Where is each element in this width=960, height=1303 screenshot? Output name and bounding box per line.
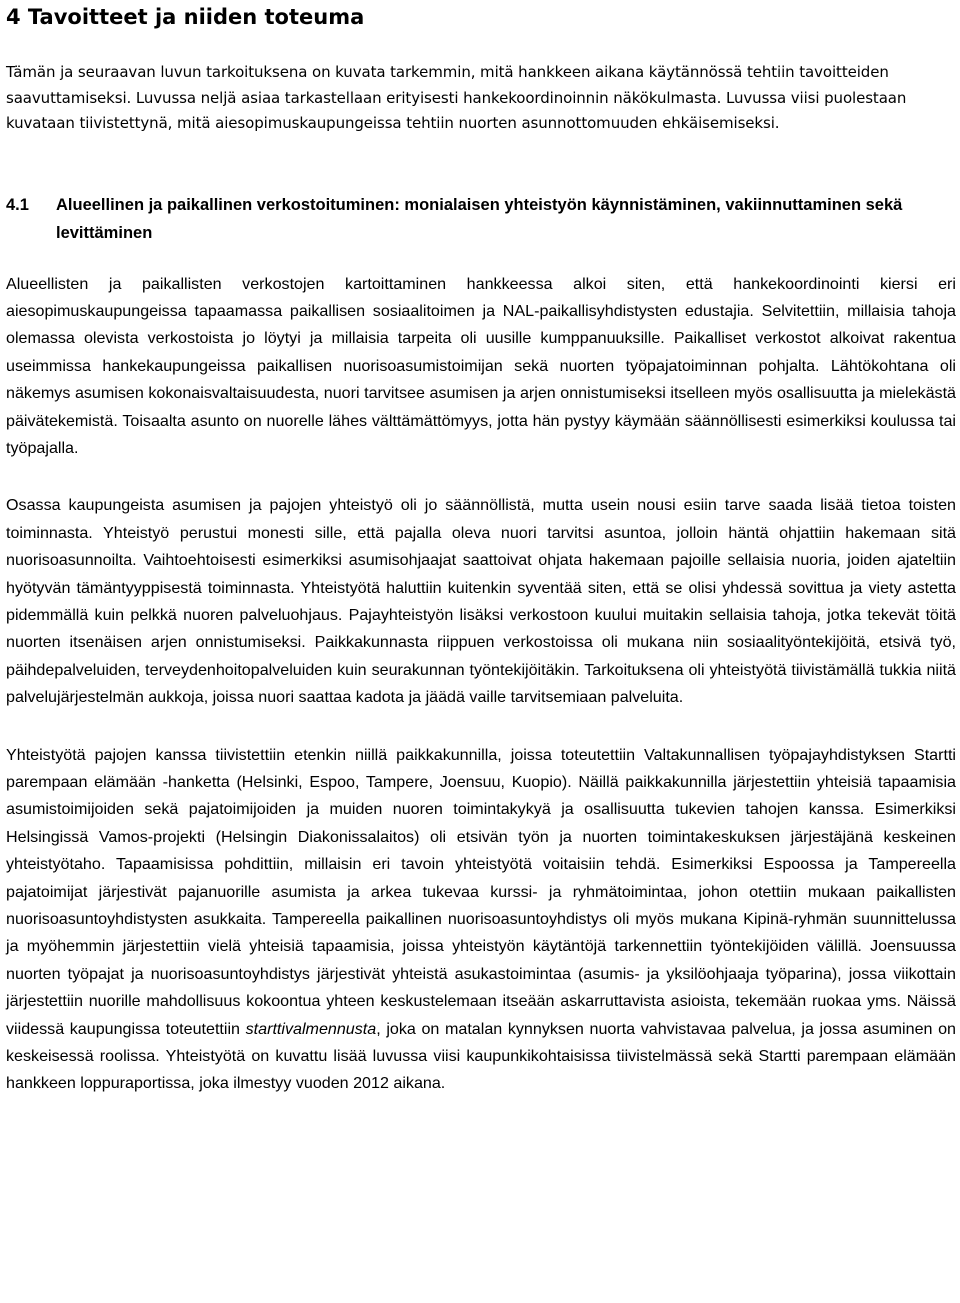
document-page [6,0,956,1098]
section-heading [6,191,956,247]
body-paragraph-3 [6,742,956,1098]
body-paragraph-3-part-2: , joka on matalan kynnyksen nuorta vahvistavaa palvelua, ja jossa asuminen on keskeisessä roolissa. Yhteistyötä on kuvattu lisää luvussa viisi kaupunkikohtaisissa tiivistelmässä sekä Startti parempaan elämään hankkeen loppuraportissa, joka ilmestyy vuoden 2012 aikana. [6,1019,956,1093]
body-paragraph-1: Alueellisten ja paikallisten verkostojen kartoittaminen hankkeessa alkoi siten, että hankekoordinointi kiersi eri aiesopimuskaupungeissa tapaamassa paikallisen sosiaalitoimen ja NAL-paikallisyhdistysten edustajia. Selvitettiin, millaisia tahoja olemassa olevista verkostoista jo löytyi ja millaisia tarpeita oli uusille kumppanuuksille. Paikalliset verkostot alkoivat rakentua useimmissa hankekaupungeissa paikallisen nuorisoasumistoimijan sekä nuorten työpajatoiminnan pohjalta. Lähtökohtana oli näkemys asumisen kokonaisvaltaisuudesta, nuori tarvitsee asumisen ja arjen onnistumiseksi itselleen myös osallisuutta ja mielekästä päivätekemistä. Toisaalta asunto on nuorelle lähes välttämättömyys, jotta hän pystyy käymään säännöllisesti esimerkiksi koulussa tai työpajalla. [6,274,956,457]
italic-term: starttivalmennusta [245,1019,377,1038]
section-number: 4.1 [6,195,29,214]
body-paragraph-2: Osassa kaupungeista asumisen ja pajojen yhteistyö oli jo säännöllistä, mutta usein nousi esiin tarve saada lisää tietoa toisten toiminnasta. Yhteistyö perustui monesti sille, että pajalla oleva nuori tarvitsi asuntoa, jolloin häntä ohjattiin hakemaan sitä nuorisoasunnoilta. Vaihtoehtoisesti esimerkiksi asumisohjaajat saattoivat ohjata hakemaan pajoille sellaisia nuoria, joiden ajateltiin hyötyvän tämäntyyppisestä toiminnasta. Yhteistyötä haluttiin kuitenkin syventää siten, että se olisi yhdessä sovittua ja viety astetta pidemmällä kuin pelkkä nuoren palveluohjaus. Pajayhteistyön lisäksi verkostoon kuului muitakin sellaisia tahoja, jotka tekevät töitä nuorten itsenäisen arjen onnistumiseksi. Paikkakunnasta riippuen verkostoissa oli mukana niin sosiaalityöntekijöitä, etsivä työ, päihdepalveluiden, terveydenhoitopalveluiden kuin seurakunnan työntekijöitäkin. Tarkoituksena oli yhteistyötä tiivistämällä tukkia niitä palvelujärjestelmän aukkoja, joissa nuori saattaa kadota ja jäädä vaille tarvitsemiaan palveluita. [6,496,956,707]
intro-paragraph: Tämän ja seuraavan luvun tarkoituksena on kuvata tarkemmin, mitä hankkeen aikana käytännössä tehtiin tavoitteiden saavuttamiseksi. Luvussa neljä asiaa tarkastellaan erityisesti hankekoordinoinnin näkökulmasta. Luvussa viisi puolestaan kuvataan tiivistettynä, mitä aiesopimuskaupungeissa tehtiin nuorten asunnottomuuden ehkäisemiseksi. [6,63,907,132]
section-title: Alueellinen ja paikallinen verkostoituminen: monialaisen yhteistyön käynnistäminen, vakiinnuttaminen sekä levittäminen [56,195,903,242]
chapter-title: 4 Tavoitteet ja niiden toteuma [6,5,365,29]
body-paragraph-3-part-1: Yhteistyötä pajojen kanssa tiivistettiin etenkin niillä paikkakunnilla, joissa toteutettiin Valtakunnallisen työpajayhdistyksen Startti parempaan elämään -hanketta (Helsinki, Espoo, Tampere, Joensuu, Kuopio). Näillä paikkakunnilla järjestettiin yhteisiä tapaamisia asumistoimijoiden sekä pajatoimijoiden ja muiden nuoren toimintakykyä ja osallisuutta tukevien tahojen kanssa. Esimerkiksi Helsingissä Vamos-projekti (Helsingin Diakonissalaitos) oli etsivän työn ja nuorten toimintakeskuksen järjestäjänä keskeinen yhteistyötaho. Tapaamisissa pohdittiin, millaisin eri tavoin yhteistyötä voitaisiin tehdä. Esimerkiksi Espoossa ja Tampereella pajatoimijat järjestivät pajanuorille asumista ja arkea tukevaa kurssi- ja ryhmätoimintaa, johon otettiin mukaan paikallisten nuorisoasuntoyhdistysten asukkaita. Tampereella paikallinen nuorisoasuntoyhdistys oli myös mukana Kipinä-ryhmän suunnittelussa ja myöhemmin järjestettiin vielä yhteisiä tapaamisia, joissa yhteistyön käytäntöjä tarkennettiin työntekijöiden välillä. Joensuussa nuorten työpajat ja nuorisoasuntoyhdistys järjestivät yhteistä asukastoimintaa (asumis- ja yksilöohjaaja työparina), jossa viikottain järjestettiin nuorille mahdollisuus kokoontua yhteen keskustelemaan itseään askarruttavista asioista, tekemään ruokaa yms. Näissä viidessä kaupungissa toteutettiin [6,745,956,1038]
